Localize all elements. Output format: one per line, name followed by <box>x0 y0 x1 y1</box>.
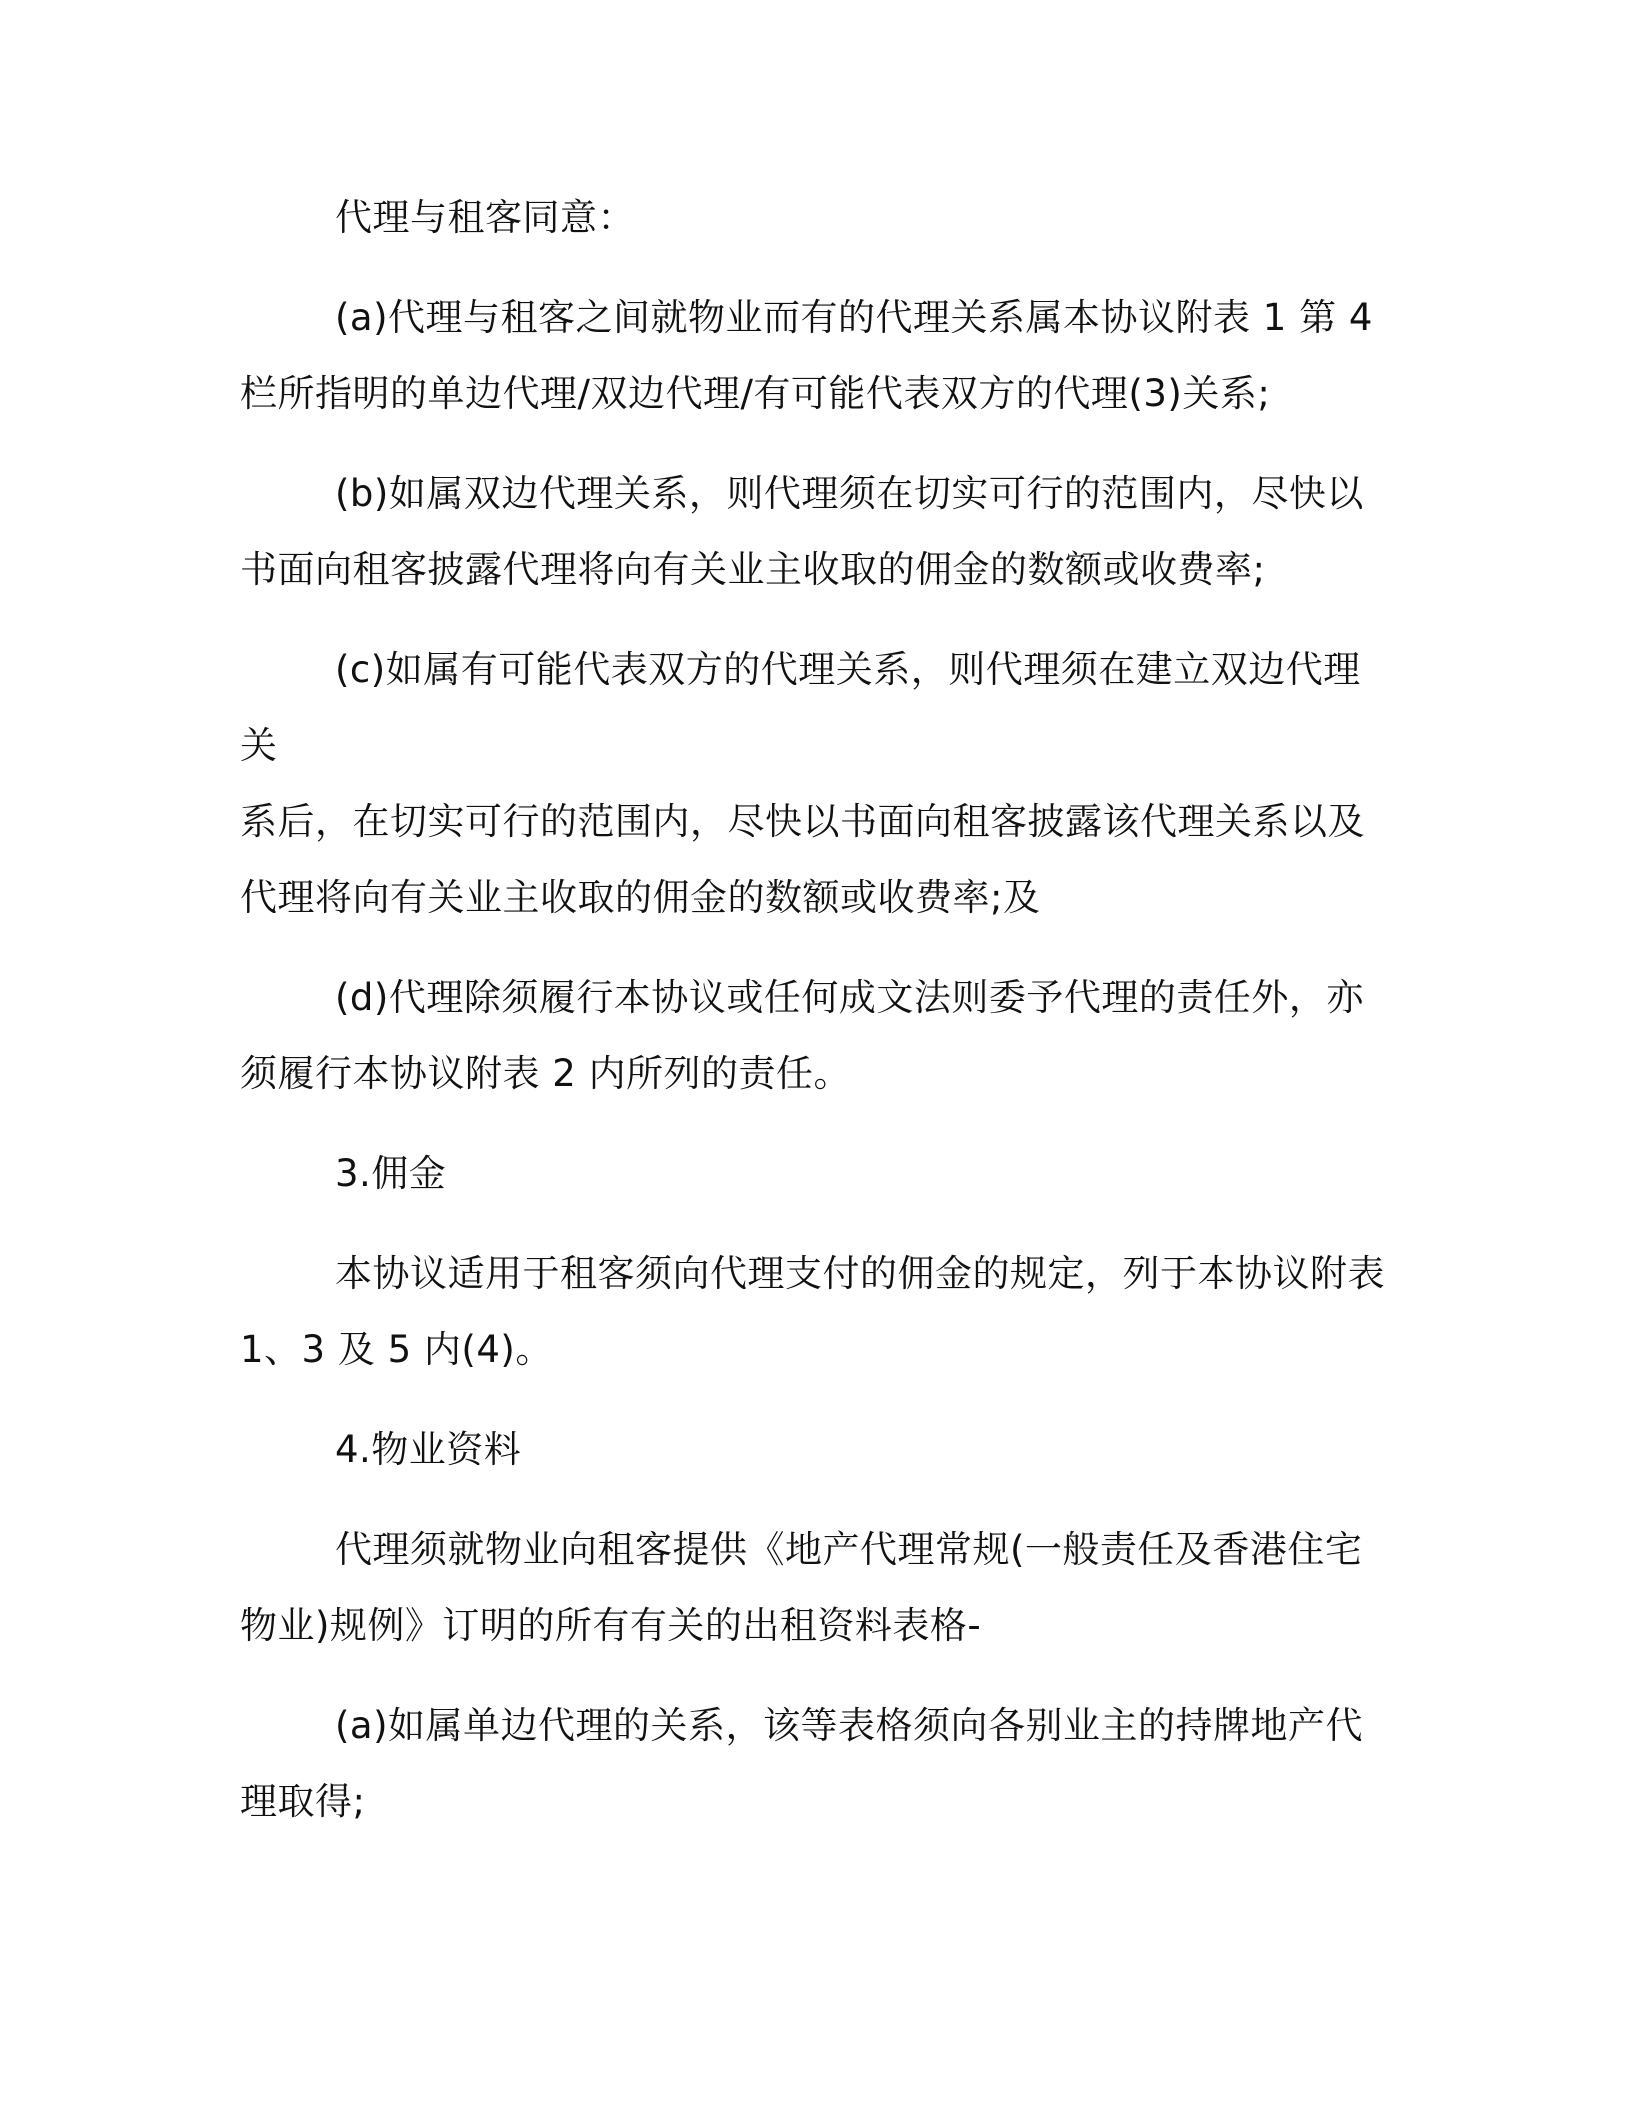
text-line: 代理与租客同意： <box>335 196 635 239</box>
document-body <box>240 180 1390 1864</box>
text-line: 本协议适用于租客须向代理支付的佣金的规定，列于本协议附表 <box>335 1252 1385 1295</box>
text-line: 代理须就物业向租客提供《地产代理常规(一般责任及香港住宅 <box>335 1528 1363 1571</box>
section-4-heading <box>240 1412 1390 1488</box>
text-line: 理取得; <box>240 1780 366 1823</box>
paragraph-clause-d <box>240 960 1390 1112</box>
text-line: 物业)规例》订明的所有有关的出租资料表格- <box>240 1604 982 1647</box>
text-line: 栏所指明的单边代理/双边代理/有可能代表双方的代理(3)关系; <box>240 372 1271 415</box>
text-line: 4.物业资料 <box>335 1428 522 1471</box>
section-3-heading <box>240 1136 1390 1212</box>
text-line: (a)如属单边代理的关系，该等表格须向各别业主的持牌地产代 <box>335 1704 1364 1747</box>
text-line: 1、3 及 5 内(4)。 <box>240 1328 553 1371</box>
text-line: 代理将向有关业主收取的佣金的数额或收费率;及 <box>240 876 1041 919</box>
paragraph-section-4 <box>240 1512 1390 1664</box>
paragraph-intro <box>240 180 1390 256</box>
paragraph-clause-c <box>240 632 1390 936</box>
text-line: (d)代理除须履行本协议或任何成文法则委予代理的责任外，亦 <box>335 976 1364 1019</box>
paragraph-section-3 <box>240 1236 1390 1388</box>
text-line: 3.佣金 <box>335 1152 447 1195</box>
text-line: (a)代理与租客之间就物业而有的代理关系属本协议附表 1 第 4 <box>335 296 1373 339</box>
text-line: (b)如属双边代理关系，则代理须在切实可行的范围内，尽快以 <box>335 472 1364 515</box>
text-line: 书面向租客披露代理将向有关业主收取的佣金的数额或收费率; <box>240 548 1266 591</box>
text-line: (c)如属有可能代表双方的代理关系，则代理须在建立双边代理关 <box>240 648 1361 767</box>
text-line: 须履行本协议附表 2 内所列的责任。 <box>240 1052 852 1095</box>
text-line: 系后，在切实可行的范围内，尽快以书面向租客披露该代理关系以及 <box>240 800 1365 843</box>
paragraph-section-4-a <box>240 1688 1390 1840</box>
paragraph-clause-b <box>240 456 1390 608</box>
paragraph-clause-a <box>240 280 1390 432</box>
